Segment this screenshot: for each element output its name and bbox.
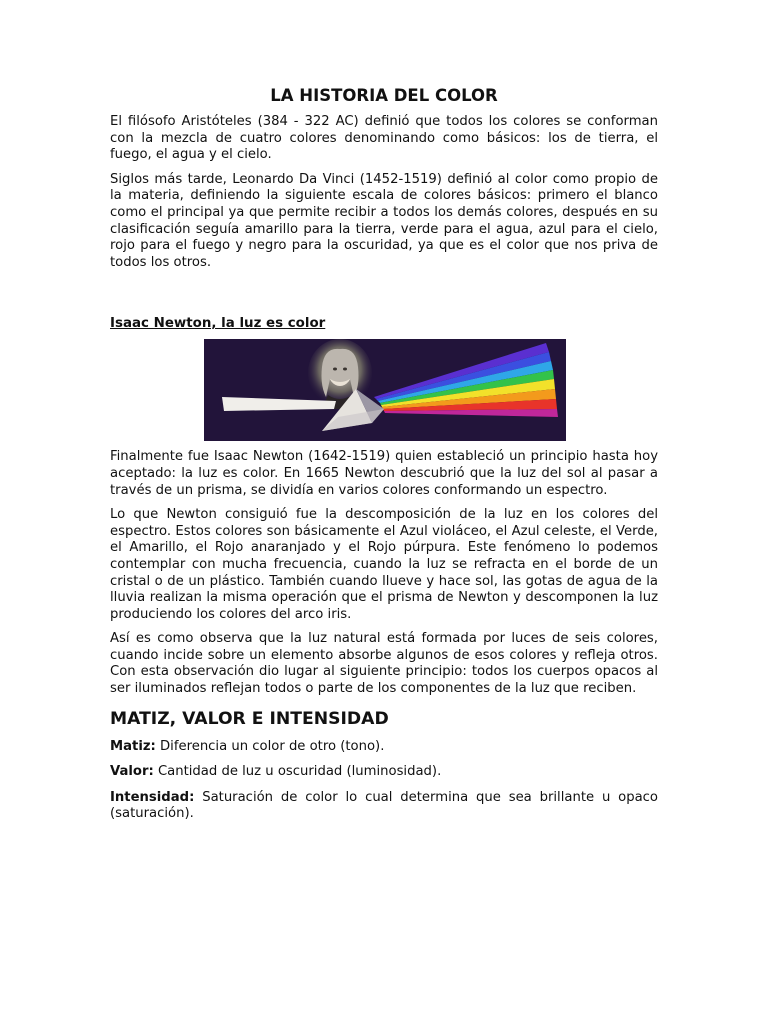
prism-illustration: [204, 339, 566, 441]
definition-term: Matiz:: [110, 738, 156, 754]
section-subtitle-newton: Isaac Newton, la luz es color: [110, 316, 326, 332]
definition-text: Saturación de color lo cual determina que sea brillante u opaco (saturación).: [110, 789, 658, 822]
definition-text: Diferencia un color de otro (tono).: [160, 738, 385, 754]
paragraph-da-vinci: Siglos más tarde, Leonardo Da Vinci (1452-1519) definió al color como propio de la materia, definiendo la siguiente escala de colores básicos: primero el blanco como el principal ya que permite recibir a todos los demás colores, después en su clasificación seguía amarillo para la tierra, verde para el agua, azul para el cielo, rojo para el fuego y negro para la oscuridad, ya que es el color que nos priva de todos los otros.: [110, 171, 658, 270]
paragraph-newton-3: Así es como observa que la luz natural está formada por luces de seis colores, cuando incide sobre un elemento absorbe algunos de esos colores y refleja otros. Con esta observación dio lugar al siguiente principio: todos los cuerpos opacos al ser iluminados reflejan todos o parte de los componentes de la luz que reciben.: [110, 631, 658, 697]
document-page: [110, 86, 658, 832]
definition-valor: [110, 764, 658, 781]
definition-term: Intensidad:: [110, 789, 195, 805]
newton-prism-image: [204, 339, 566, 441]
definition-matiz: [110, 739, 658, 756]
spectrum-rays: [374, 343, 558, 417]
light-beam: [222, 397, 336, 411]
paragraph-newton-2: Lo que Newton consiguió fue la descomposición de la luz en los colores del espectro. Estos colores son básicamente el Azul violáceo, el Azul celeste, el Verde, el Amarillo, el Rojo anaranjado y el Rojo púrpura. Este fenómeno lo podemos contemplar con mucha frecuencia, cuando la luz se refracta en el borde de un cristal o de un plástico. También cuando llueve y hace sol, las gotas de agua de la lluvia realizan la misma operación que el prisma de Newton y descomponen la luz produciendo los colores del arco iris.: [110, 507, 658, 622]
page-title: LA HISTORIA DEL COLOR: [270, 86, 498, 105]
definition-term: Valor:: [110, 764, 154, 780]
paragraph-newton-1: Finalmente fue Isaac Newton (1642-1519) quien estableció un principio hasta hoy aceptado: la luz es color. En 1665 Newton descubrió que la luz del sol al pasar a través de un prisma, se dividía en varios colores conformando un espectro.: [110, 449, 658, 498]
definition-text: Cantidad de luz u oscuridad (luminosidad).: [157, 764, 442, 780]
definition-intensidad: [110, 790, 658, 823]
paragraph-aristoteles: El filósofo Aristóteles (384 - 322 AC) definió que todos los colores se conforman con la mezcla de cuatro colores denominando como básicos: los de tierra, el fuego, el agua y el cielo.: [110, 114, 658, 163]
section-heading-matiz: MATIZ, VALOR E INTENSIDAD: [110, 708, 389, 729]
